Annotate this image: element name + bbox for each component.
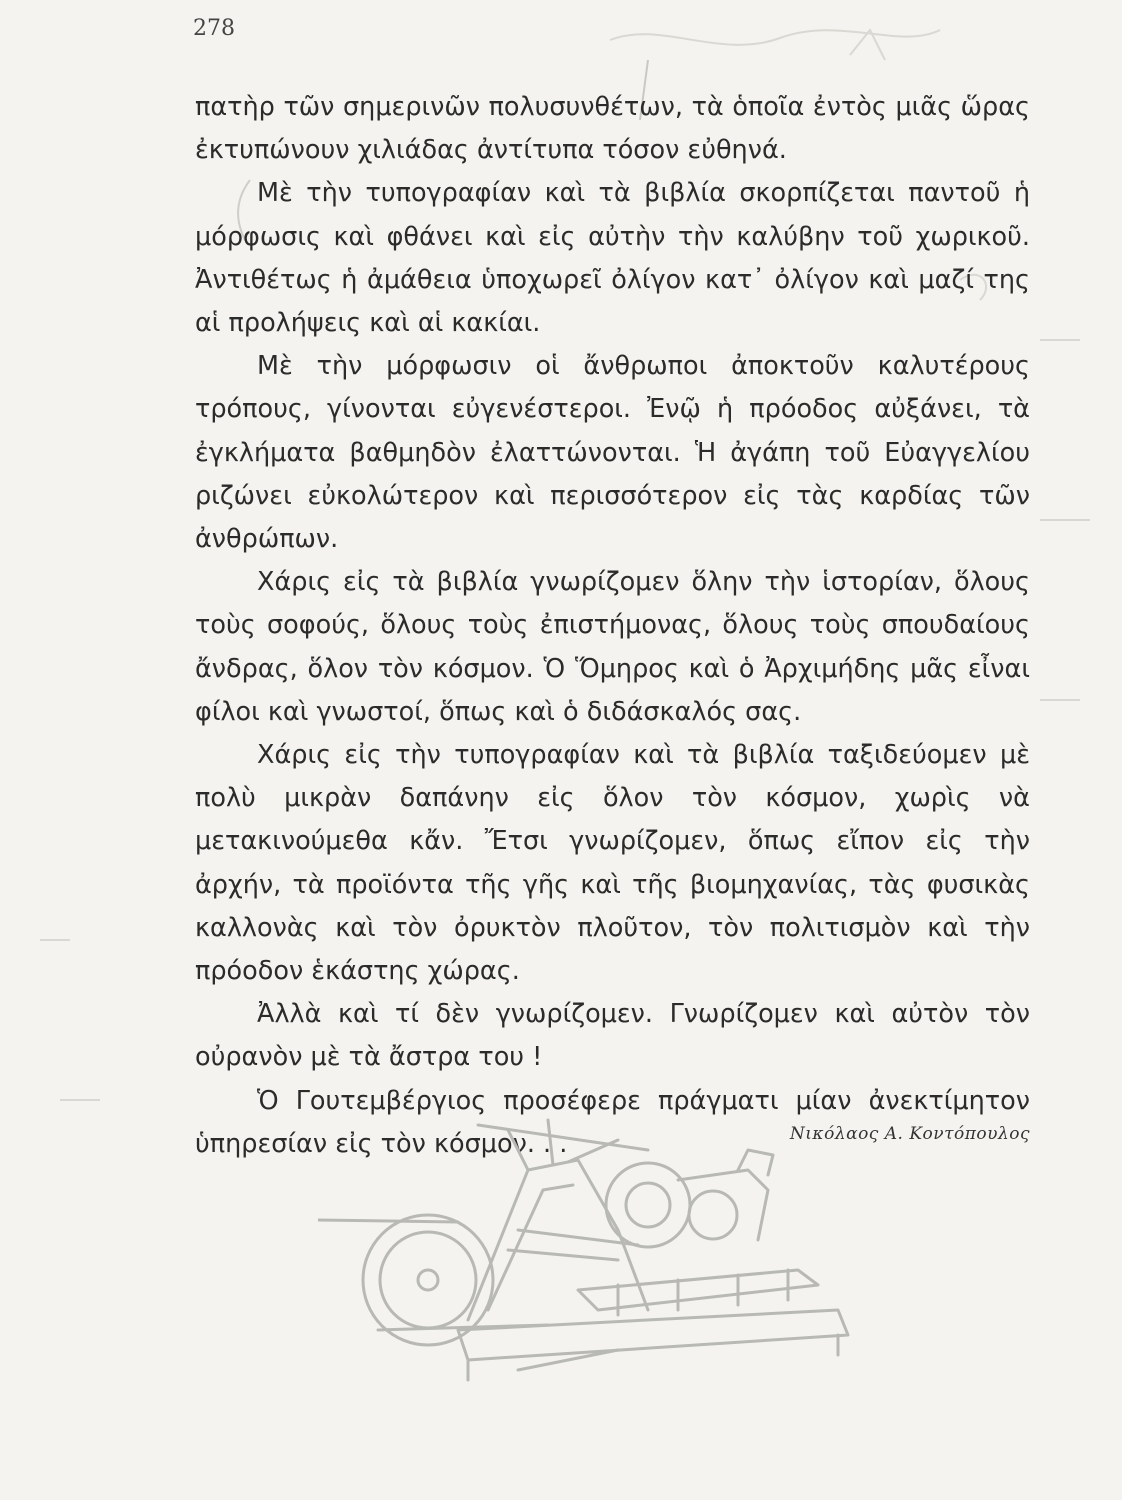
paragraph-7: Ὁ Γουτεμβέργιος προσέφερε πράγματι μίαν ἀνεκτίμητον ὑπηρεσίαν εἰς τὸν κόσμον. . .: [195, 1085, 1030, 1159]
paragraph-2: Μὲ τὴν τυπογραφίαν καὶ τὰ βιβλία σκορπίζεται παντοῦ ἡ μόρφωσις καὶ φθάνει καὶ εἰς αὐτὴν τὴν καλύβην τοῦ χωρικοῦ. Ἀντιθέτως ἡ ἀμάθεια ὑποχωρεῖ ὀλίγον κατ᾿ ὀλίγον καὶ μαζί της αἱ προλήψεις καὶ αἱ κακίαι.: [195, 178, 1030, 339]
paragraph-3: Μὲ τὴν μόρφωσιν οἱ ἄνθρωποι ἀποκτοῦν καλυτέρους τρόπους, γίνονται εὐγενέστεροι. Ἐνῷ ἡ πρόοδος αὐξάνει, τὰ ἐγκλήματα βαθμηδὸν ἐλαττώνονται. Ἡ ἀγάπη τοῦ Εὐαγγελίου ριζώνει εὐκολώτερον καὶ περισσότερον εἰς τὰς καρδίας τῶν ἀνθρώπων.: [195, 351, 1030, 555]
paragraph-1: πατὴρ τῶν σημερινῶν πολυσυνθέτων, τὰ ὁποῖα ἐντὸς μιᾶς ὥρας ἐκτυπώνουν χιλιάδας ἀντίτυπα τόσον εὐθηνά.: [195, 92, 1030, 166]
page-number: 278: [193, 16, 235, 41]
printing-press-icon: [318, 1110, 858, 1400]
author-signature: Νικόλαος Α. Κοντόπουλος: [789, 1124, 1030, 1144]
body-text: [195, 86, 1030, 1166]
paragraph-6: Ἀλλὰ καὶ τί δὲν γνωρίζομεν. Γνωρίζομεν καὶ αὐτὸν τὸν οὐρανὸν μὲ τὰ ἄστρα του !: [195, 999, 1030, 1073]
paragraph-4: Χάρις εἰς τὰ βιβλία γνωρίζομεν ὅλην τὴν ἱστορίαν, ὅλους τοὺς σοφούς, ὅλους τοὺς ἐπιστήμονας, ὅλους τοὺς σπουδαίους ἄνδρας, ὅλον τὸν κόσμον. Ὁ Ὅμηρος καὶ ὁ Ἀρχιμήδης μᾶς εἶναι φίλοι καὶ γνωστοί, ὅπως καὶ ὁ διδάσκαλός σας.: [195, 567, 1030, 727]
paragraph-5: Χάρις εἰς τὴν τυπογραφίαν καὶ τὰ βιβλία ταξιδεύομεν μὲ πολὺ μικρὰν δαπάνην εἰς ὅλον τὸν κόσμον, χωρὶς νὰ μετακινούμεθα κἄν. Ἔτσι γνωρίζομεν, ὅπως εἴπον εἰς τὴν ἀρχήν, τὰ προϊόντα τῆς γῆς καὶ τῆς βιομηχανίας, τὰς φυσικὰς καλλονὰς καὶ τὸν ὀρυκτὸν πλοῦτον, τὸν πολιτισμὸν καὶ τὴν πρόοδον ἑκάστης χώρας.: [195, 740, 1030, 987]
